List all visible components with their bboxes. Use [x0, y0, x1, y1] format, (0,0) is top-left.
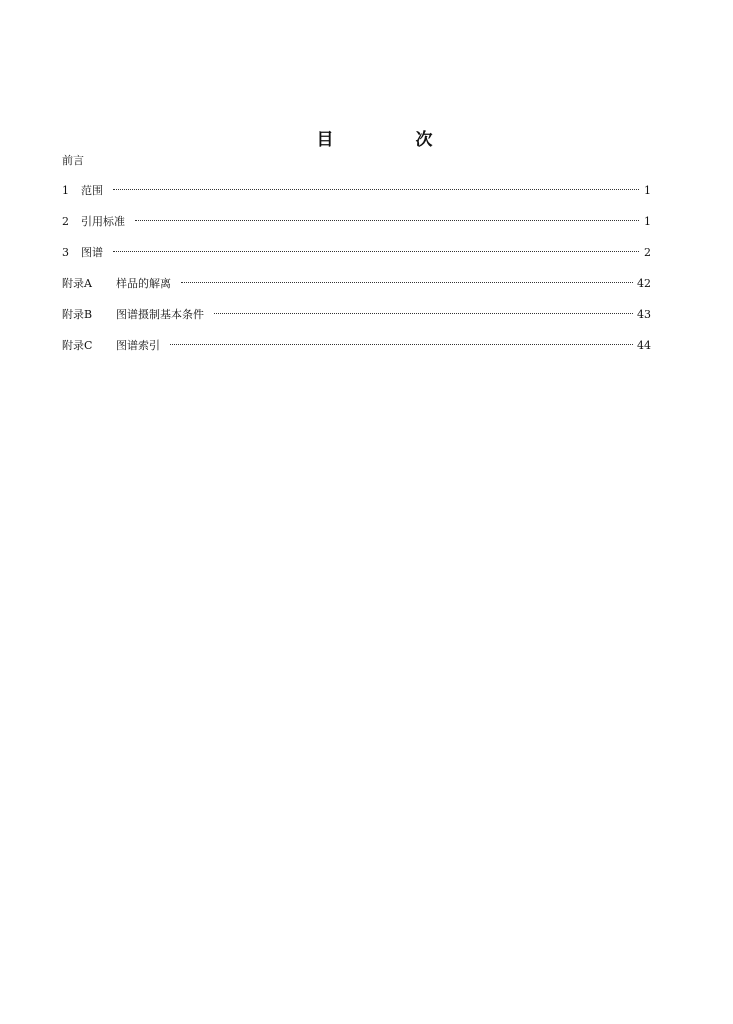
toc-entry-page: 42: [637, 277, 651, 290]
toc-dot-leader: [170, 344, 633, 345]
toc-entry-label: 图谱: [81, 246, 103, 259]
toc-dot-leader: [181, 282, 633, 283]
toc-entry-number: 2: [62, 215, 69, 228]
toc-title: 目 次: [316, 130, 471, 150]
toc-entry-appendix-c[interactable]: [62, 338, 651, 369]
toc-entry-label: 图谱索引: [116, 339, 160, 352]
toc-entry-page: 1: [644, 184, 651, 197]
toc-entry-page: 43: [637, 308, 651, 321]
toc-entry-page: 2: [644, 246, 651, 259]
toc-entry-number: 3: [62, 246, 69, 259]
toc-dot-leader: [113, 189, 639, 190]
toc-entry-label: 样品的解离: [116, 277, 171, 290]
toc-entry-referenced-standards[interactable]: [62, 214, 651, 245]
toc-entry-label: 范围: [81, 184, 103, 197]
toc-dot-leader: [135, 220, 639, 221]
toc-entry-page: 44: [637, 339, 651, 352]
toc-dot-leader: [214, 313, 633, 314]
toc-entry-number: 附录A: [62, 277, 92, 290]
toc-entry-scope[interactable]: [62, 183, 651, 214]
toc-entry-atlas[interactable]: [62, 245, 651, 276]
toc-dot-leader: [113, 251, 639, 252]
toc-entry-label: 引用标准: [81, 215, 125, 228]
toc-entry-number: 1: [62, 184, 69, 197]
toc-entry-number: 附录B: [62, 308, 93, 321]
toc-entry-number: 附录C: [62, 339, 93, 352]
toc-entry-appendix-a[interactable]: [62, 276, 651, 307]
toc-preface: 前言: [62, 154, 84, 167]
toc-entry-page: 1: [644, 215, 651, 228]
toc-entry-appendix-b[interactable]: [62, 307, 651, 338]
toc-list: [62, 183, 651, 369]
toc-entry-label: 图谱摄制基本条件: [116, 308, 204, 321]
